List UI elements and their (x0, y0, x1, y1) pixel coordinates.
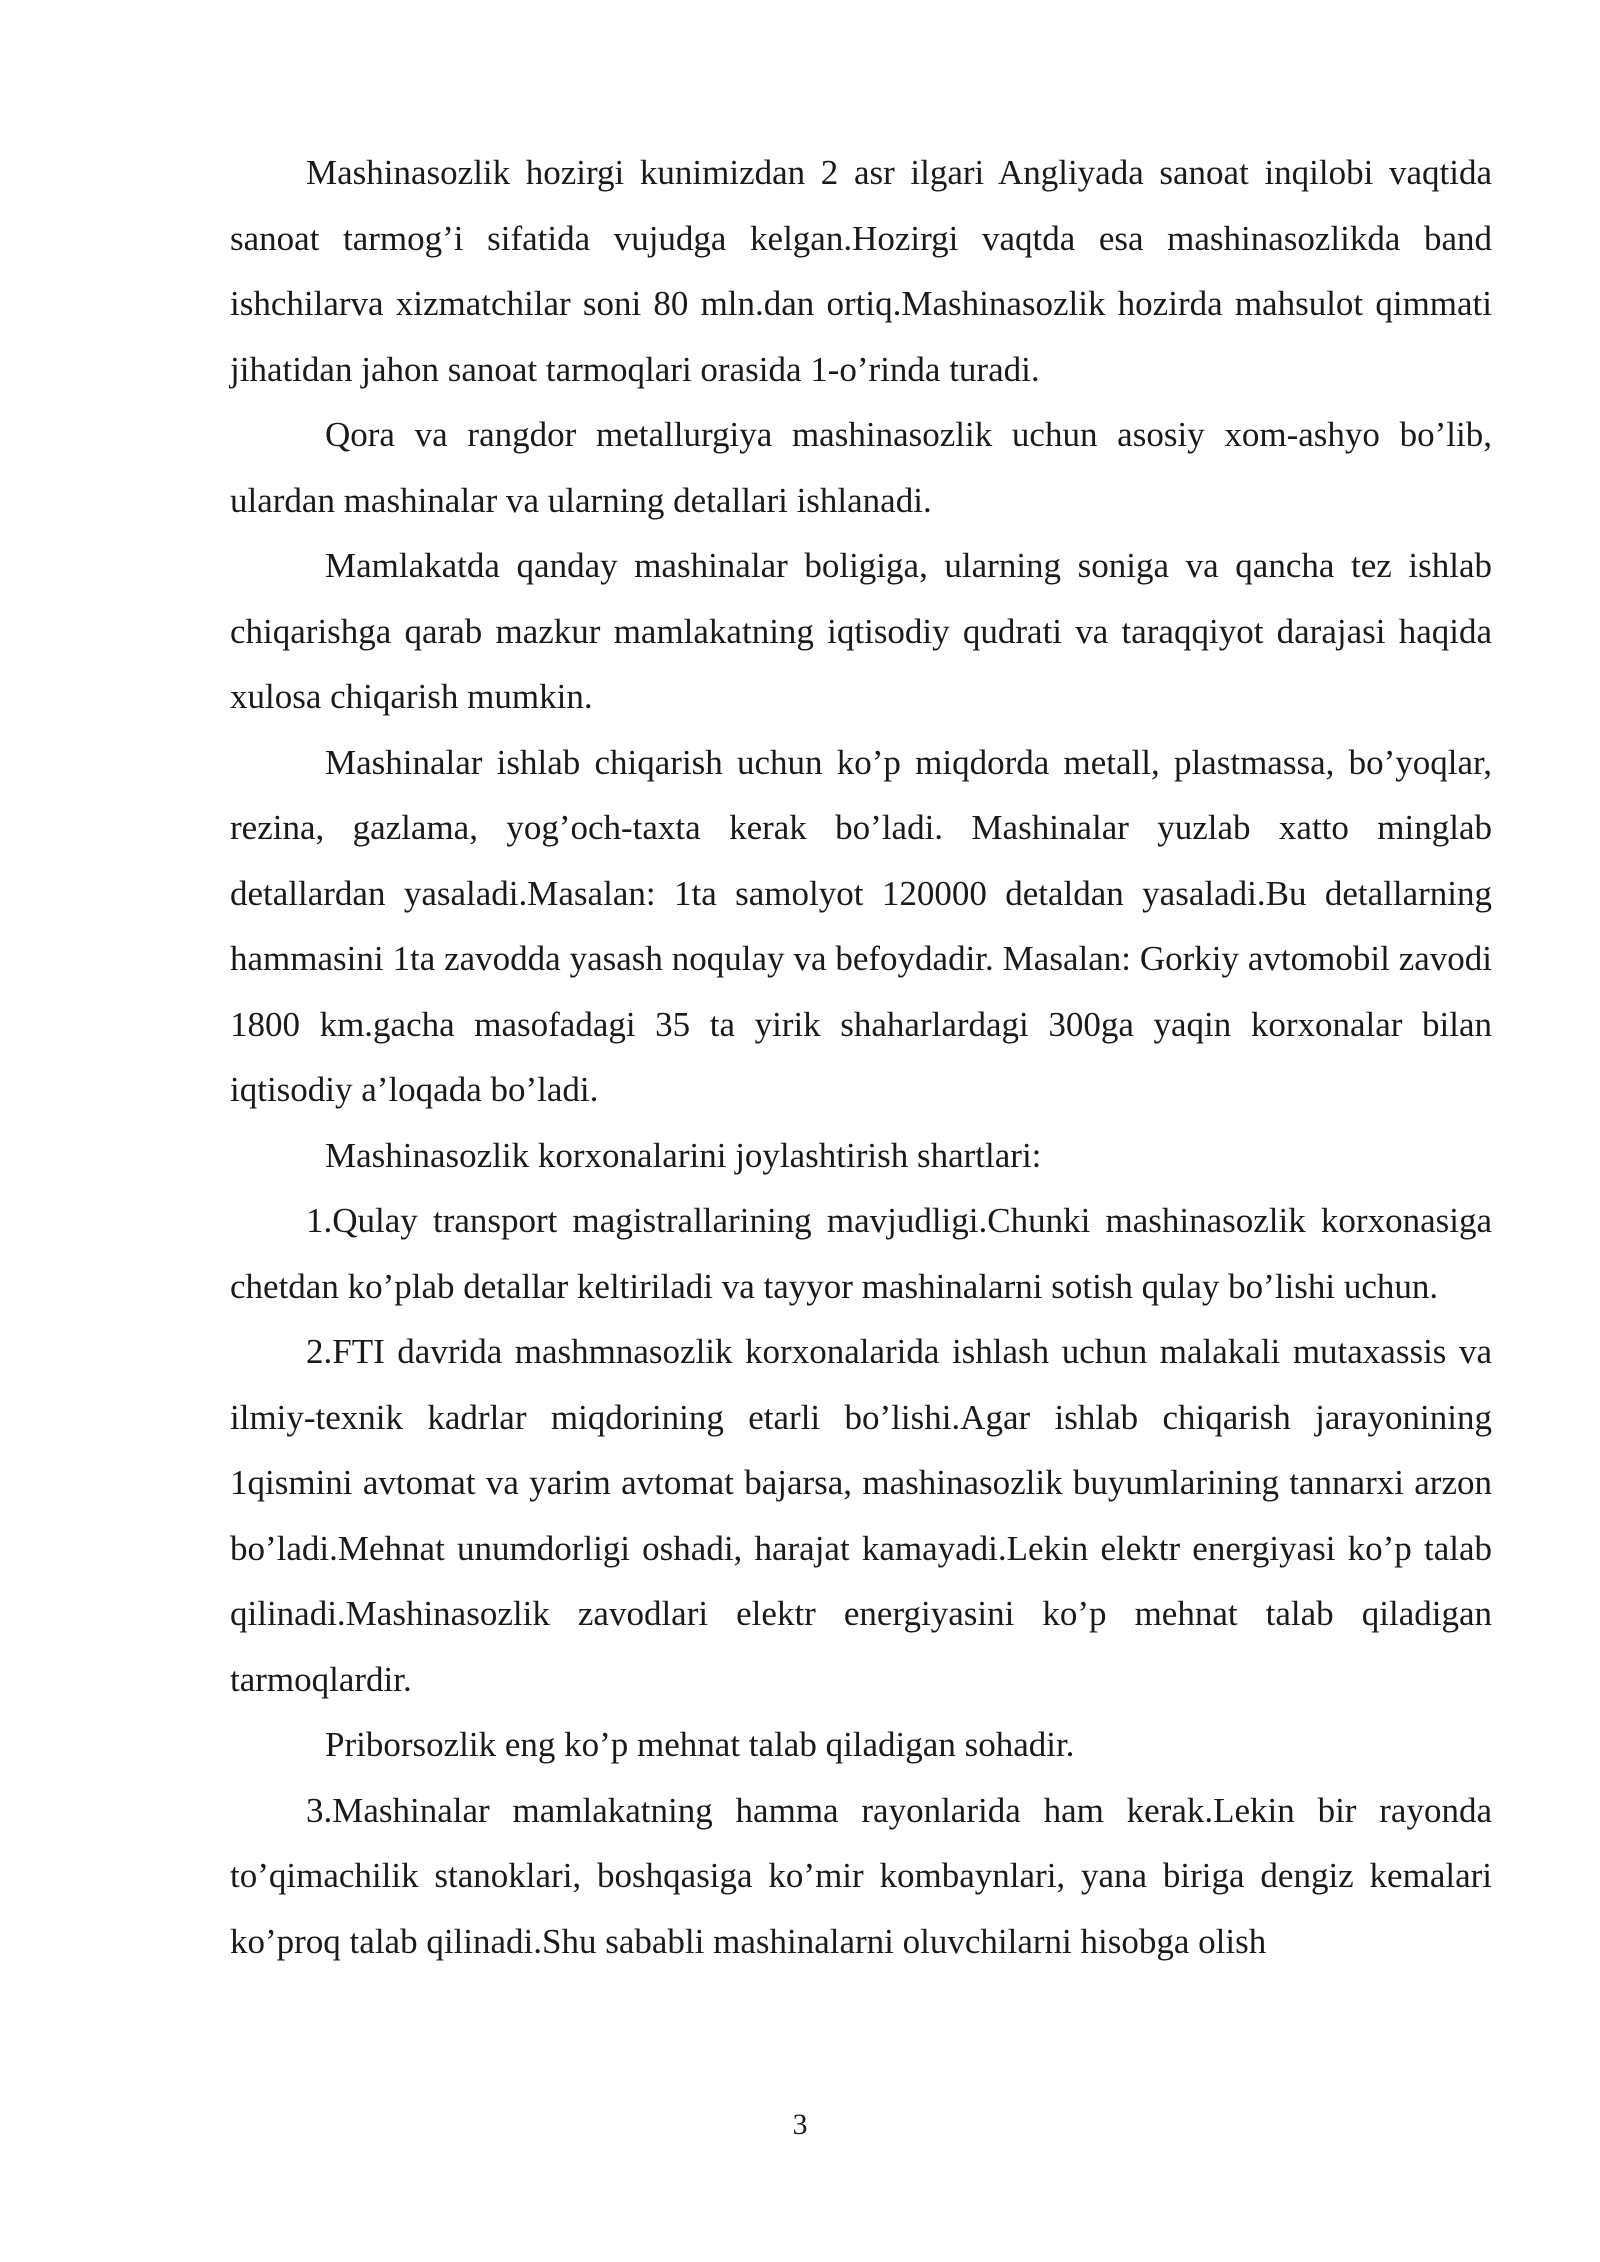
body-text (230, 140, 1492, 1974)
paragraph-3: Mamlakatda qanday mashinalar boligiga, ularning soniga va qancha tez ishlab chiqarishga qarab mazkur mamlakatning iqtisodiy qudrati va taraqqiyot darajasi haqida xulosa chiqarish mumkin. (230, 546, 1492, 716)
paragraph-4: Mashinalar ishlab chiqarish uchun ko’p miqdorda metall, plastmassa, bo’yoqlar, rezina, gazlama, yog’och-taxta kerak bo’ladi. Mashinalar yuzlab xatto minglab detallardan yasaladi.Masalan: 1ta samolyot 120000 detaldan yasaladi.Bu detallarning hammasini 1ta zavodda yasash noqulay va befoydadir. Masalan: Gorkiy avtomobil zavodi 1800 km.gacha masofadagi 35 ta yirik shaharlardagi 300ga yaqin korxonalar bilan iqtisodiy a’loqada bo’ladi. (230, 742, 1492, 1109)
paragraph-7: 2.FTI davrida mashmnasozlik korxonalarida ishlash uchun malakali mutaxassis va ilmiy-texnik kadrlar miqdorining etarli bo’lishi.Agar ishlab chiqarish jarayonining 1qismini avtomat va yarim avtomat bajarsa, mashinasozlik buyumlarining tannarxi arzon bo’ladi.Mehnat unumdorligi oshadi, harajat kamayadi.Lekin elektr energiyasi ko’p talab qilinadi.Mashinasozlik zavodlari elektr energiyasini ko’p mehnat talab qiladigan tarmoqlardir. (230, 1332, 1492, 1699)
paragraph-1: Mashinasozlik hozirgi kunimizdan 2 asr ilgari Angliyada sanoat inqilobi vaqtida sanoat tarmog’i sifatida vujudga kelgan.Hozirgi vaqtda esa mashinasozlikda band ishchilarva xizmatchilar soni 80 mln.dan ortiq.Mashinasozlik hozirda mahsulot qimmati jihatidan jahon sanoat tarmoqlari orasida 1-o’rinda turadi. (230, 153, 1492, 389)
paragraph-5: Mashinasozlik korxonalarini joylashtirish shartlari: (325, 1135, 1042, 1175)
paragraph-2: Qora va rangdor metallurgiya mashinasozlik uchun asosiy xom-ashyo bo’lib, ulardan mashinalar va ularning detallari ishlanadi. (230, 415, 1492, 520)
page-number: 3 (792, 2108, 808, 2141)
paragraph-6: 1.Qulay transport magistrallarining mavjudligi.Chunki mashinasozlik korxonasiga chetdan ko’plab detallar keltiriladi va tayyor mashinalarni sotish qulay bo’lishi uchun. (230, 1201, 1492, 1306)
paragraph-8: Priborsozlik eng ko’p mehnat talab qiladigan sohadir. (325, 1725, 1075, 1764)
paragraph-9: 3.Mashinalar mamlakatning hamma rayonlarida ham kerak.Lekin bir rayonda to’qimachilik stanoklari, boshqasiga ko’mir kombaynlari, yana biriga dengiz kemalari ko’proq talab qilinadi.Shu sababli mashinalarni oluvchilarni hisobga olish (230, 1790, 1492, 1961)
